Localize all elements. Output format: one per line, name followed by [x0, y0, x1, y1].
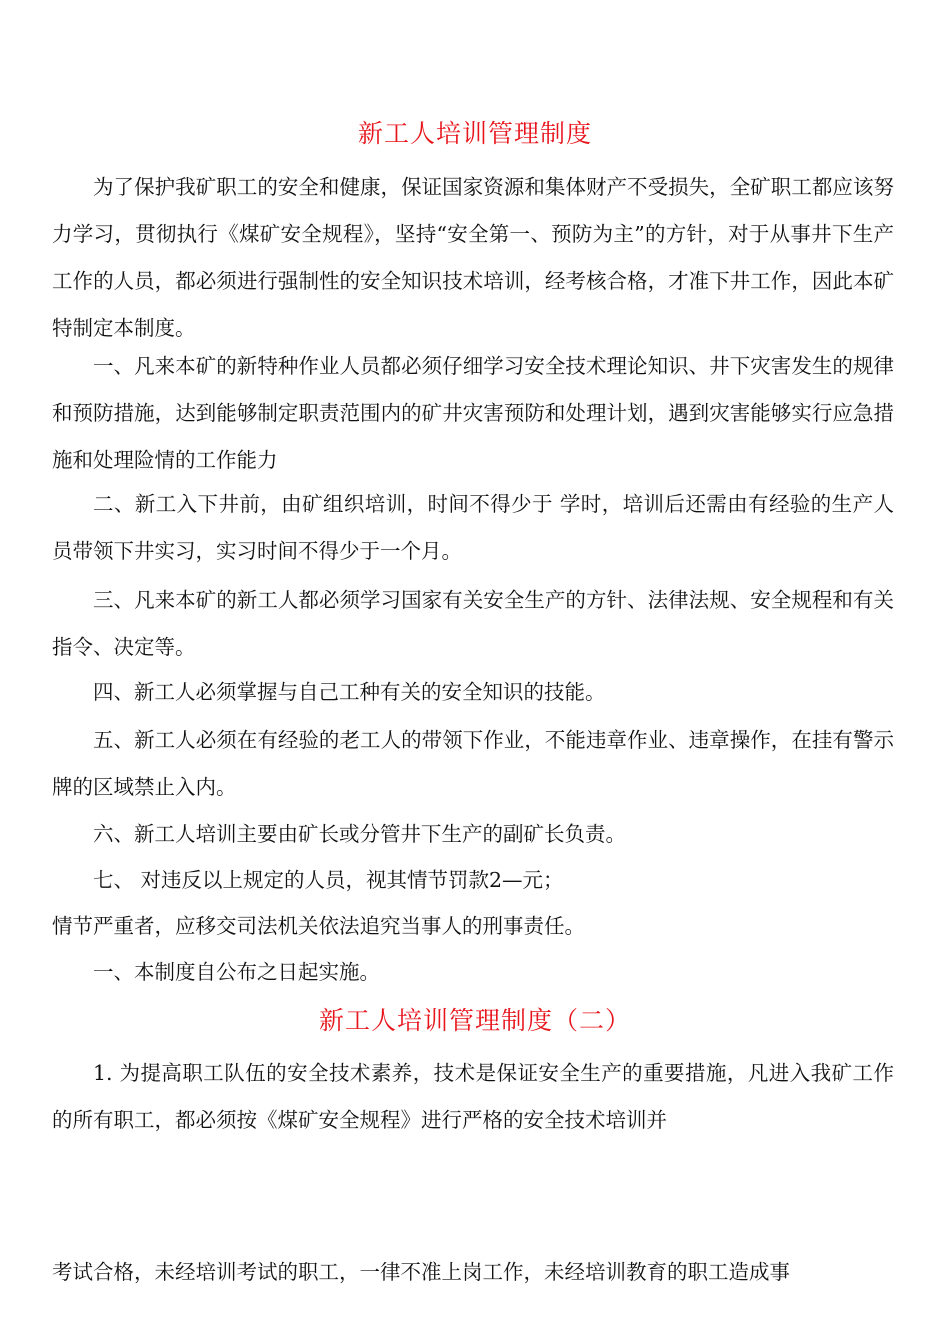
paragraph-effective-date: 一、本制度自公布之日起实施。: [93, 960, 380, 984]
paragraph-intro: 为了保护我矿职工的安全和健康，保证国家资源和集体财产不受损失，全矿职工都应该努力学习，贯彻执行《煤矿安全规程》，坚持“安全第一、预防为主”的方针，对于从事井下生产工作的人员，都必须进行强制性的安全知识技术培训，经考核合格，才准下井工作，因此本矿特制定本制度。: [52, 175, 894, 340]
paragraph-item-4: 四、新工人必须掌握与自己工种有关的安全知识的技能。: [93, 680, 606, 704]
document-title-part-2: 新工人培训管理制度（二）: [318, 1006, 631, 1035]
document-title: 新工人培训管理制度: [357, 119, 592, 148]
paragraph-item-6: 六、新工人培训主要由矿长或分管井下生产的副矿长负责。: [93, 822, 626, 846]
paragraph-item-3: 三、凡来本矿的新工人都必须学习国家有关安全生产的方针、法律法规、安全规程和有关指令、决定等。: [52, 588, 894, 659]
paragraph-item-2: 二、新工入下井前，由矿组织培训，时间不得少于 学时，培训后还需由有经验的生产人员带领下井实习，实习时间不得少于一个月。: [52, 492, 894, 563]
paragraph-part2-continuation: 考试合格，未经培训考试的职工，一律不准上岗工作，未经培训教育的职工造成事: [52, 1260, 790, 1284]
paragraph-penalty-note: 情节严重者，应移交司法机关依法追究当事人的刑事责任。: [52, 914, 585, 938]
paragraph-part2-item-1: 1. 为提高职工队伍的安全技术素养，技术是保证安全生产的重要措施，凡进入我矿工作的所有职工，都必须按《煤矿安全规程》进行严格的安全技术培训并: [52, 1061, 894, 1132]
paragraph-item-5: 五、新工人必须在有经验的老工人的带领下作业，不能违章作业、违章操作，在挂有警示牌的区域禁止入内。: [52, 728, 894, 799]
paragraph-item-7: 七、 对违反以上规定的人员，视其情节罚款2—元；: [93, 868, 564, 892]
paragraph-item-1: 一、凡来本矿的新特种作业人员都必须仔细学习安全技术理论知识、井下灾害发生的规律和预防措施，达到能够制定职责范围内的矿井灾害预防和处理计划，遇到灾害能够实行应急措施和处理险情的工作能力: [52, 354, 894, 472]
